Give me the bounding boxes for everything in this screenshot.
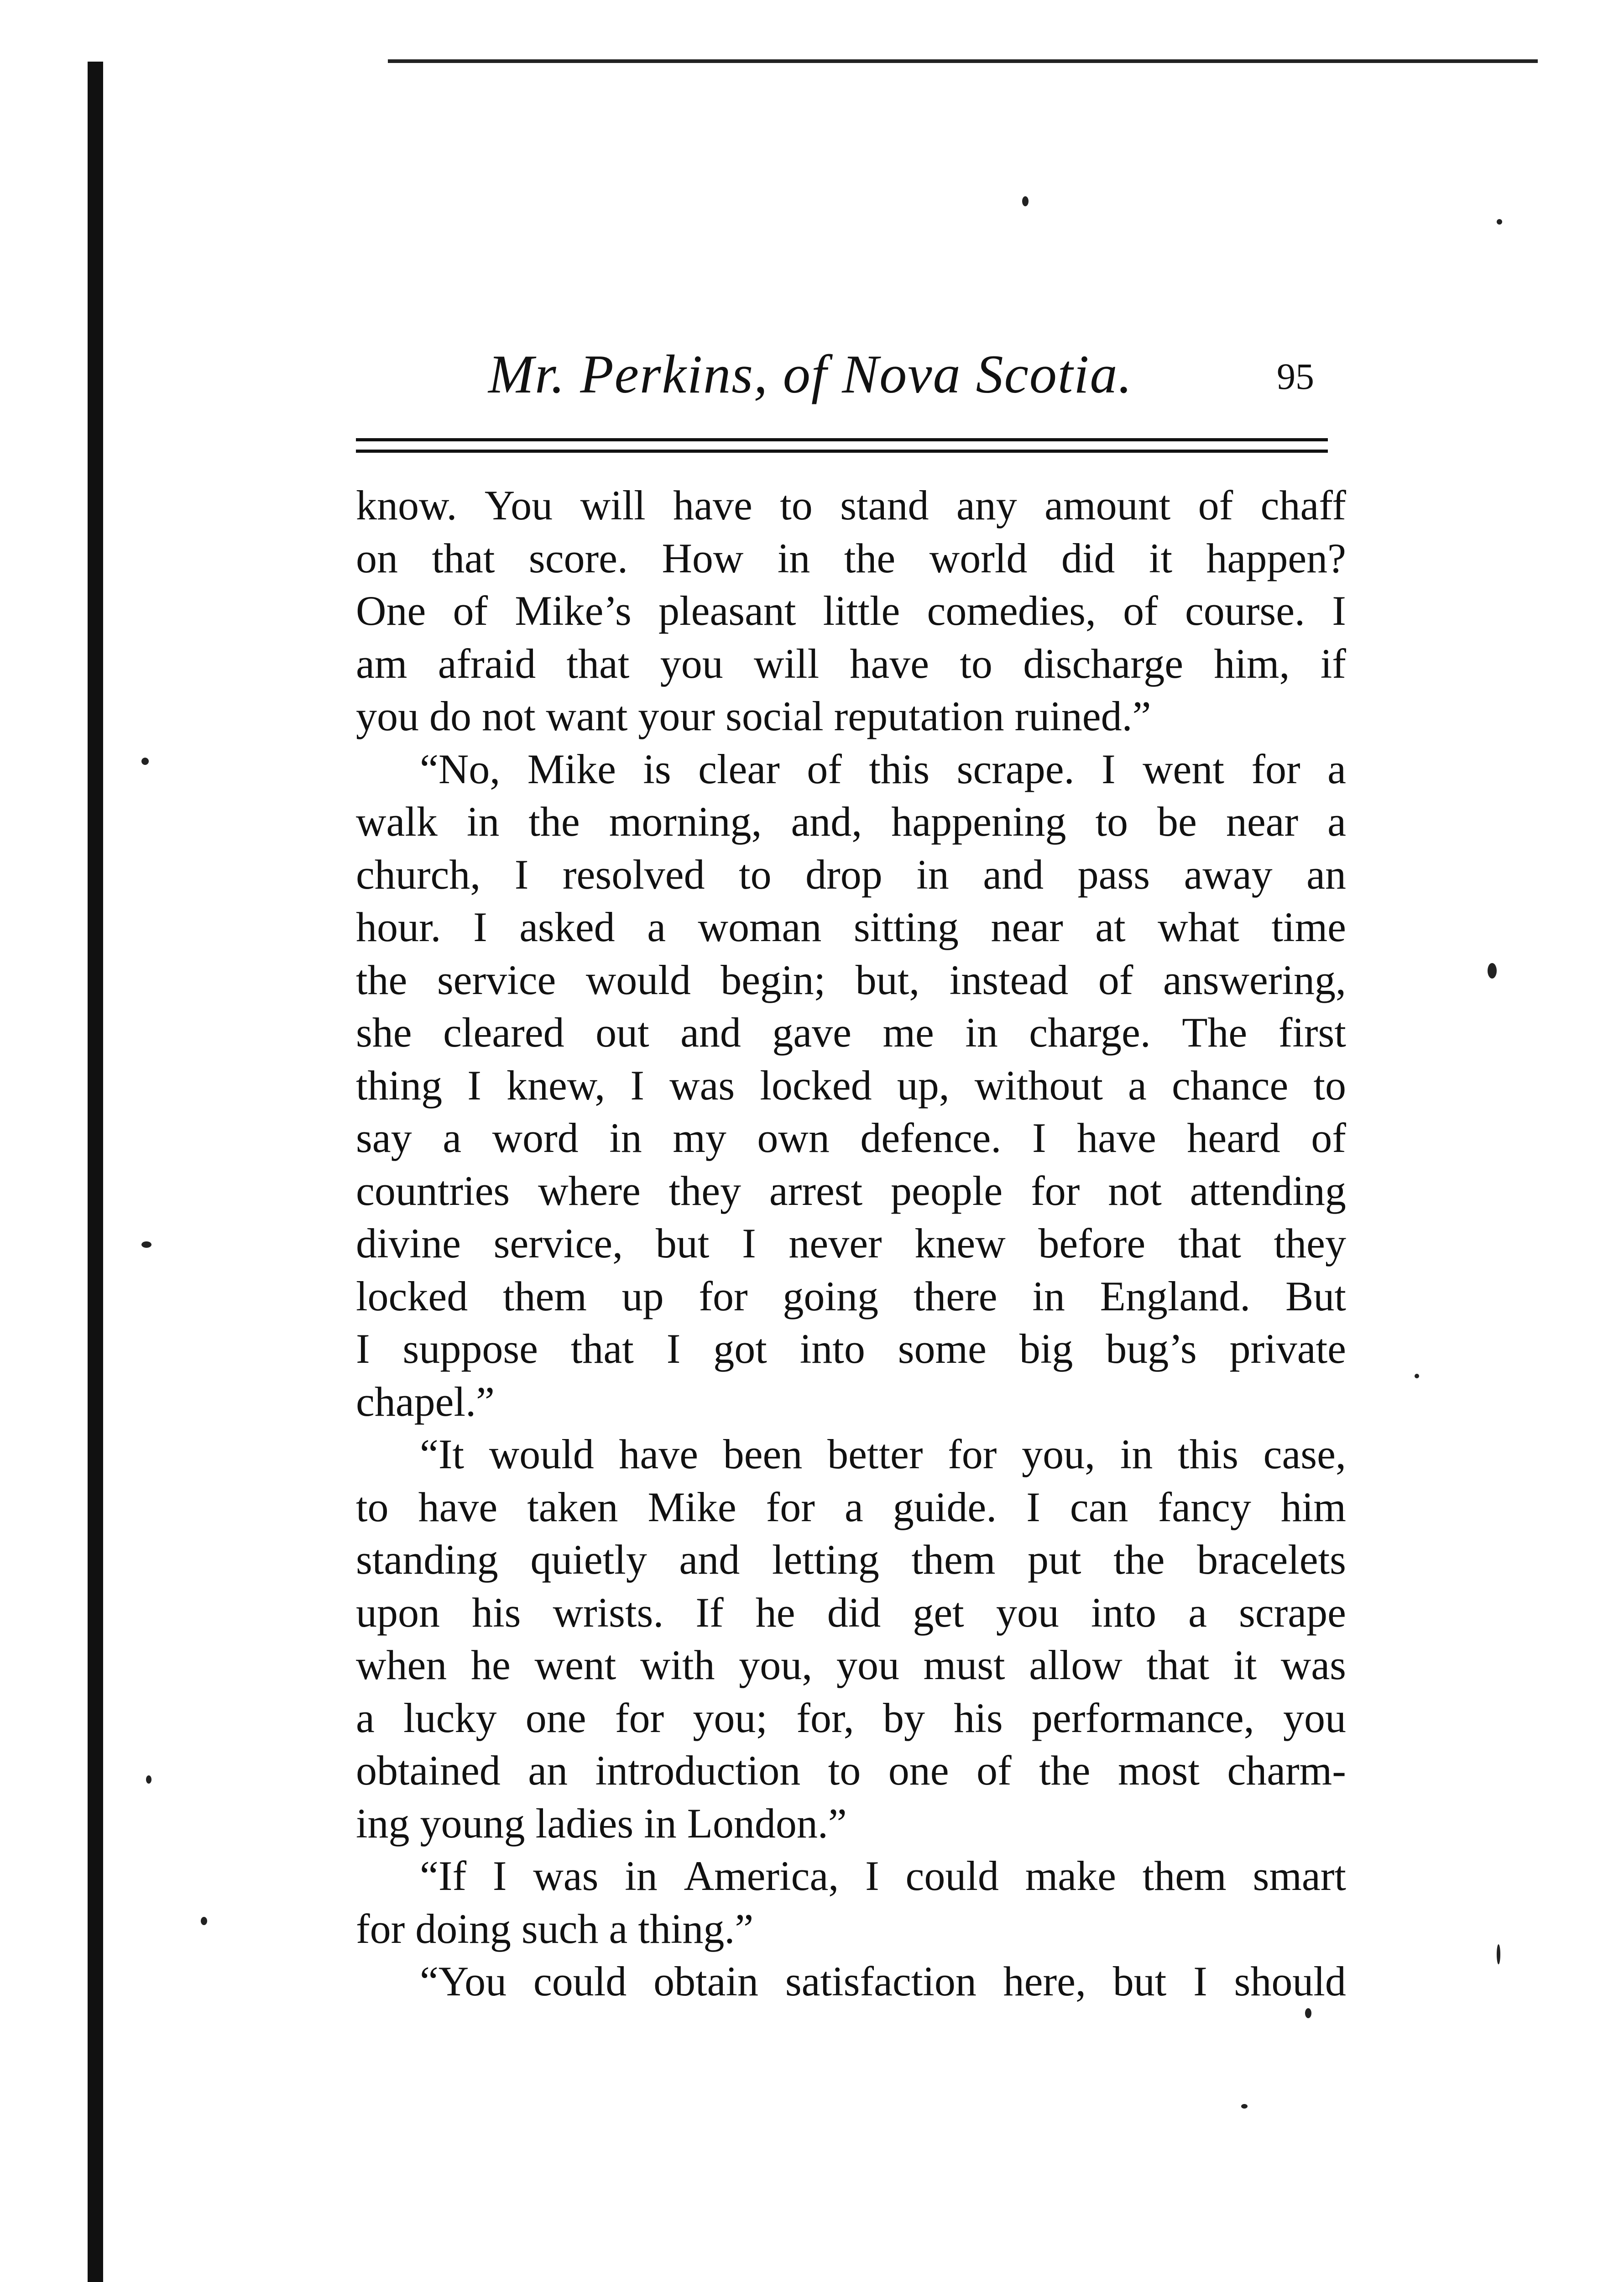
running-title: Mr. Perkins, of Nova Scotia. <box>488 344 1133 404</box>
text-line: she cleared out and gave me in charge. The first <box>356 1009 1346 1056</box>
text-line: divine service, but I never knew before that they <box>356 1220 1346 1267</box>
text-line: “If I was in America, I could make them smart <box>420 1853 1346 1899</box>
text-line: “It would have been better for you, in this case, <box>420 1431 1346 1477</box>
text-line: the service would begin; but, instead of answering, <box>356 956 1346 1003</box>
text-line: chapel.” <box>356 1378 495 1425</box>
text-line: when he went with you, you must allow that it was <box>356 1642 1346 1688</box>
scan-speck <box>1022 196 1029 206</box>
text-line: thing I knew, I was locked up, without a chance to <box>356 1062 1346 1109</box>
text-line: countries where they arrest people for not attending <box>356 1167 1346 1214</box>
scan-speck <box>146 1775 151 1784</box>
text-line: I suppose that I got into some big bug’s private <box>356 1325 1346 1372</box>
text-line: hour. I asked a woman sitting near at what time <box>356 904 1346 950</box>
scan-speck <box>1497 219 1502 225</box>
scan-binding-edge <box>88 62 103 2282</box>
text-line: upon his wrists. If he did get you into a scrape <box>356 1589 1346 1636</box>
header-rule <box>356 438 1328 441</box>
text-line: “You could obtain satisfaction here, but I should <box>420 1958 1346 2005</box>
scan-speck <box>1415 1374 1419 1378</box>
scan-speck <box>1241 2104 1248 2109</box>
scan-speck <box>141 1241 151 1248</box>
text-line: church, I resolved to drop in and pass away an <box>356 851 1346 898</box>
text-line: ing young ladies in London.” <box>356 1800 847 1847</box>
text-line: on that score. How in the world did it happen? <box>356 534 1346 581</box>
text-line: know. You will have to stand any amount of chaff <box>356 482 1346 529</box>
text-line: for doing such a thing.” <box>356 1905 754 1952</box>
text-line: standing quietly and letting them put the bracelets <box>356 1536 1346 1583</box>
scan-speck <box>201 1917 207 1925</box>
scan-speck <box>141 758 149 765</box>
scan-top-rule <box>388 59 1538 63</box>
text-line: am afraid that you will have to discharge him, if <box>356 640 1346 687</box>
text-line: locked them up for going there in England. But <box>356 1272 1346 1319</box>
text-line: a lucky one for you; for, by his performance, you <box>356 1694 1346 1741</box>
text-line: One of Mike’s pleasant little comedies, of course. I <box>356 587 1346 634</box>
scan-speck <box>1497 1944 1500 1964</box>
text-line: obtained an introduction to one of the most charm- <box>356 1747 1346 1794</box>
text-line: say a word in my own defence. I have heard of <box>356 1115 1346 1161</box>
body-text <box>356 479 1346 2008</box>
running-head <box>356 340 1342 418</box>
header-rule <box>356 450 1328 453</box>
text-line: walk in the morning, and, happening to be near a <box>356 798 1346 845</box>
scan-speck <box>1305 2008 1311 2018</box>
scan-speck <box>1488 963 1497 979</box>
page-number: 95 <box>1277 356 1314 397</box>
text-line: “No, Mike is clear of this scrape. I went for a <box>420 745 1346 792</box>
text-line: you do not want your social reputation ruined.” <box>356 693 1151 739</box>
text-line: to have taken Mike for a guide. I can fancy him <box>356 1483 1346 1530</box>
